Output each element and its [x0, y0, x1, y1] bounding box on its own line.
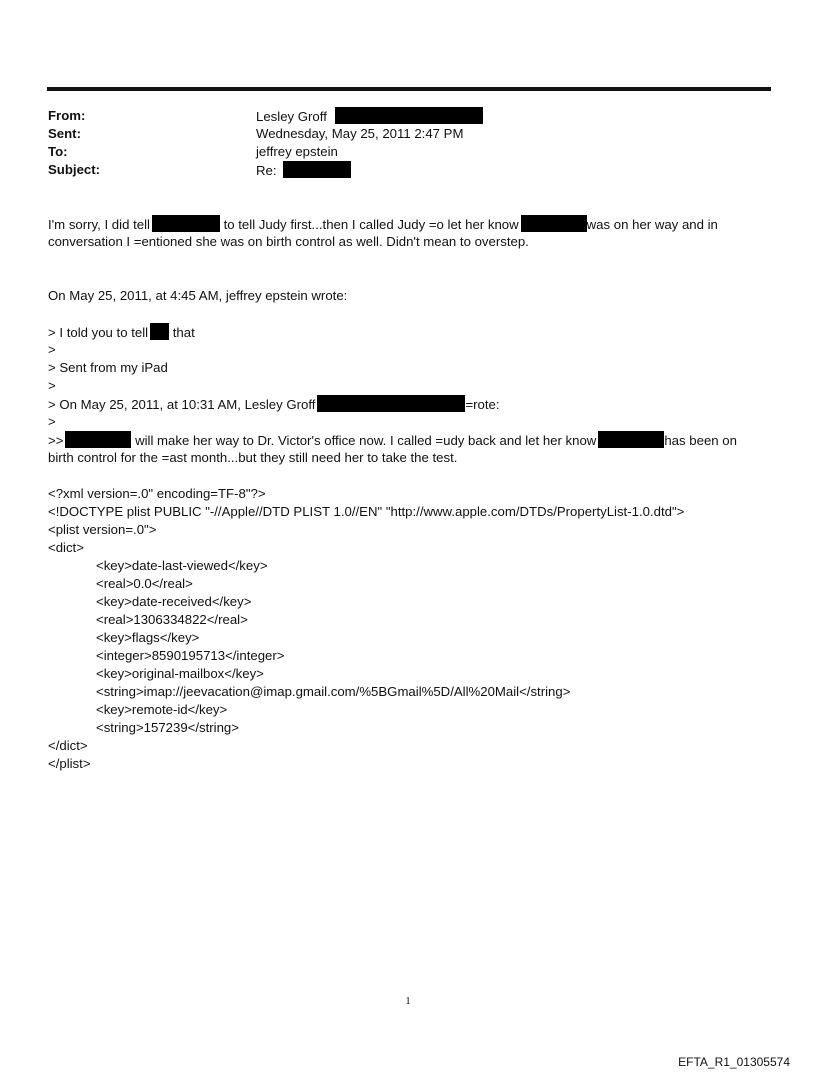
- quote-line: > Sent from my iPad: [48, 360, 168, 375]
- plist-line: <?xml version=.0" encoding=TF-8"?>: [48, 486, 266, 501]
- reply-text: to tell Judy first...then I called Judy =o let her know: [223, 217, 519, 232]
- from-row: [48, 107, 768, 125]
- redaction-block: [521, 215, 587, 232]
- redaction-block: [317, 395, 465, 412]
- plist-line: <real>1306334822</real>: [96, 612, 248, 627]
- quote-text: has been on: [664, 433, 737, 448]
- header-rule: [47, 87, 771, 91]
- plist-line: <key>date-received</key>: [96, 594, 252, 609]
- quote-line: >: [48, 378, 56, 393]
- sent-label: Sent:: [48, 126, 81, 141]
- plist-line: <dict>: [48, 540, 84, 555]
- plist-line: <key>remote-id</key>: [96, 702, 228, 717]
- plist-line: <key>date-last-viewed</key>: [96, 558, 268, 573]
- quote-text: =rote:: [465, 397, 500, 412]
- subject-label: Subject:: [48, 162, 101, 177]
- reply-line-1: [48, 215, 774, 233]
- plist-line: <key>original-mailbox</key>: [96, 666, 264, 681]
- to-row: [48, 143, 768, 161]
- subject-text: Re:: [256, 163, 277, 178]
- reply-text: I'm sorry, I did tell: [48, 217, 150, 232]
- email-body: [48, 215, 774, 773]
- email-header: [48, 107, 768, 179]
- quote-line: >: [48, 414, 56, 429]
- subject-value: [256, 161, 351, 180]
- quote-text: that: [172, 325, 195, 340]
- redaction-block: [152, 215, 220, 232]
- quote-text: will make her way to Dr. Victor's office now. I called =udy back and let her know: [135, 433, 597, 448]
- redaction-block: [335, 107, 483, 124]
- quote-line: [48, 323, 774, 341]
- quote-line: >: [48, 342, 56, 357]
- quote-text: > On May 25, 2011, at 10:31 AM, Lesley Groff: [48, 397, 316, 412]
- reply-text: was on her way and in: [586, 217, 718, 232]
- reply-line-2: conversation I =entioned she was on birth control as well. Didn't mean to overstep.: [48, 234, 529, 249]
- quote-text: >>: [48, 433, 64, 448]
- plist-line: </dict>: [48, 738, 88, 753]
- plist-line: <plist version=.0">: [48, 522, 157, 537]
- document-id: EFTA_R1_01305574: [678, 1055, 790, 1069]
- subject-row: [48, 161, 768, 179]
- redaction-block: [598, 431, 664, 448]
- sent-value: Wednesday, May 25, 2011 2:47 PM: [256, 126, 464, 141]
- from-name: Lesley Groff: [256, 109, 327, 124]
- plist-line: <real>0.0</real>: [96, 576, 193, 591]
- plist-line: </plist>: [48, 756, 91, 771]
- plist-line: <string>imap://jeevacation@imap.gmail.com/%5BGmail%5D/All%20Mail</string>: [96, 684, 571, 699]
- page-number: 1: [405, 995, 411, 1007]
- quote-intro: On May 25, 2011, at 4:45 AM, jeffrey epstein wrote:: [48, 288, 348, 303]
- plist-line: <!DOCTYPE plist PUBLIC "-//Apple//DTD PLIST 1.0//EN" "http://www.apple.com/DTDs/PropertyList-1.0.dtd">: [48, 504, 685, 519]
- to-label: To:: [48, 144, 68, 159]
- from-label: From:: [48, 108, 86, 123]
- plist-line: <string>157239</string>: [96, 720, 239, 735]
- quote-line: [48, 431, 774, 449]
- redaction-block: [150, 323, 169, 340]
- to-value: jeffrey epstein: [256, 144, 338, 159]
- plist-line: <key>flags</key>: [96, 630, 200, 645]
- quote-line: [48, 395, 774, 413]
- plist-line: <integer>8590195713</integer>: [96, 648, 285, 663]
- redaction-block: [65, 431, 131, 448]
- quote-text: > I told you to tell: [48, 325, 149, 340]
- quote-line: birth control for the =ast month...but they still need her to take the test.: [48, 450, 458, 465]
- sent-row: [48, 125, 768, 143]
- redaction-block: [283, 161, 351, 178]
- from-value: [256, 107, 483, 126]
